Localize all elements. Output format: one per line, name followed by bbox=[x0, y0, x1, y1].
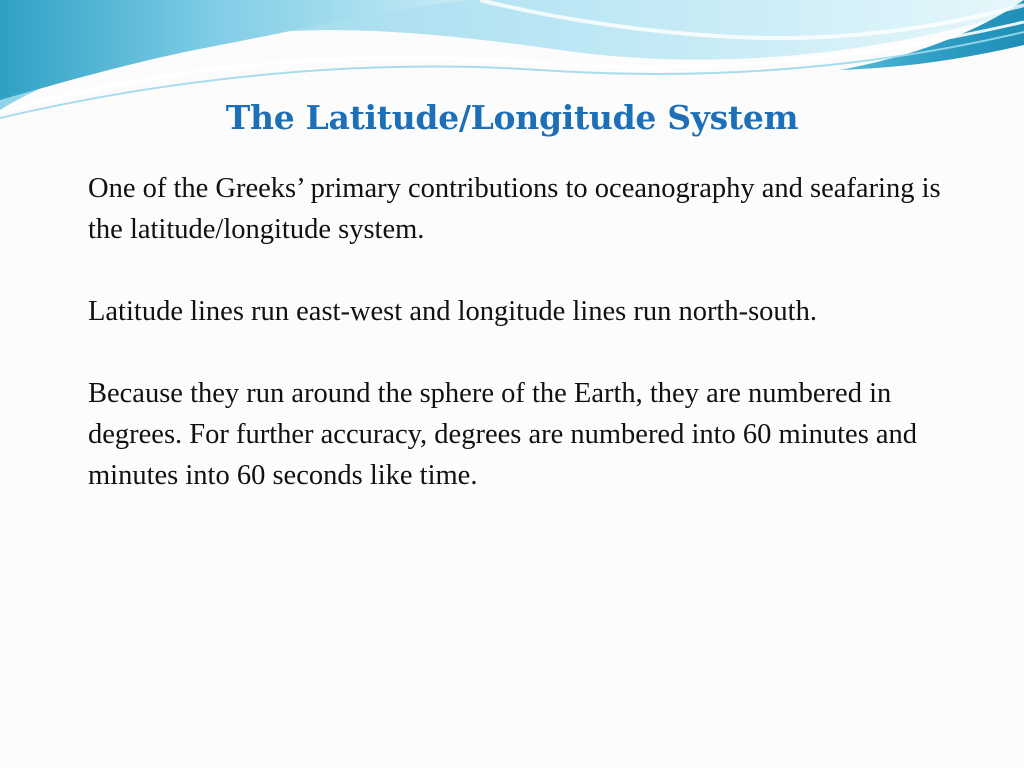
slide-body bbox=[88, 168, 948, 537]
paragraph-greek-contributions: One of the Greeks’ primary contributions to oceanography and seafaring is the latitude/longitude system. bbox=[88, 173, 941, 245]
slide-title: The Latitude/Longitude System bbox=[225, 98, 799, 137]
paragraph-degrees: Because they run around the sphere of the Earth, they are numbered in degrees. For further accuracy, degrees are numbered into 60 minutes and minutes into 60 seconds like time. bbox=[88, 378, 918, 491]
paragraph-line-directions: Latitude lines run east-west and longitude lines run north-south. bbox=[88, 296, 817, 327]
